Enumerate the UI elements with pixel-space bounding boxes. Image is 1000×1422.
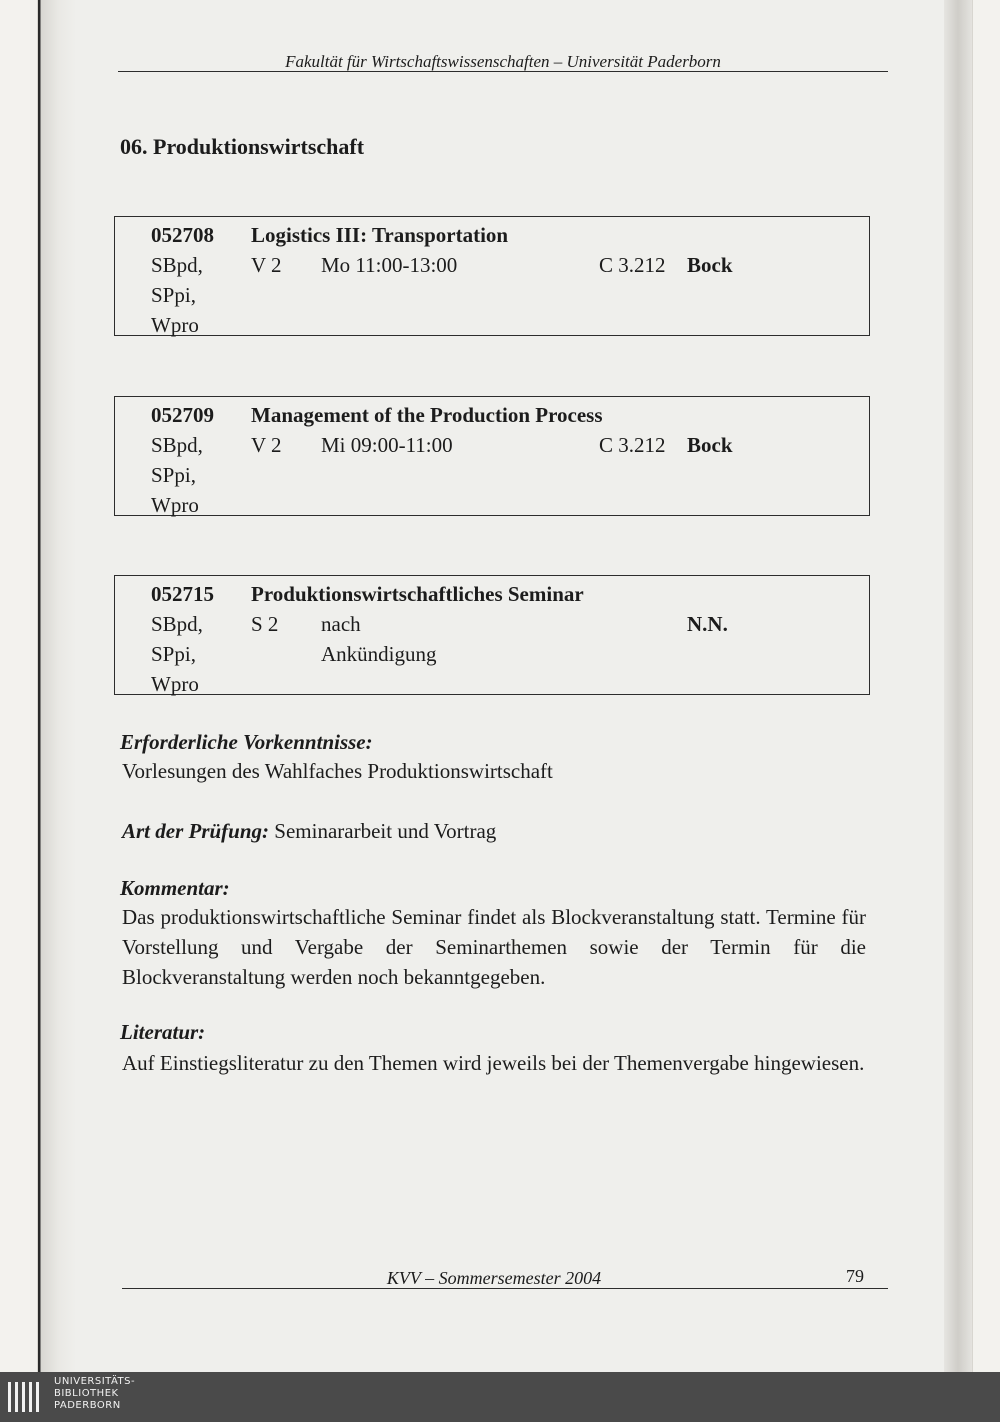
course-category: SPpi, <box>151 283 196 307</box>
course-box-052709 <box>114 396 870 516</box>
running-footer: KVV – Sommersemester 2004 <box>386 1268 602 1288</box>
literature-text: Auf Einstiegsliteratur zu den Themen wird jeweils bei der Themenvergabe hingewiesen. <box>122 1051 865 1075</box>
course-number: 052715 <box>151 582 214 606</box>
running-header: Fakultät für Wirtschaftswissenschaften – Universität Paderborn <box>285 52 721 71</box>
course-lecturer: Bock <box>687 253 733 277</box>
course-category: SBpd, <box>151 433 203 457</box>
prerequisites-heading: Erforderliche Vorkenntnisse: <box>120 730 373 754</box>
course-type: V 2 <box>251 253 282 277</box>
course-type: S 2 <box>251 612 279 636</box>
course-room: C 3.212 <box>599 253 666 277</box>
course-lecturer: Bock <box>687 433 733 457</box>
course-category: SBpd, <box>151 253 203 277</box>
course-room: C 3.212 <box>599 433 666 457</box>
library-banner <box>0 1372 1000 1422</box>
course-category: SPpi, <box>151 642 196 666</box>
course-category: Wpro <box>151 672 199 696</box>
exam-text: Seminararbeit und Vortrag <box>274 819 497 843</box>
exam-line <box>122 816 866 846</box>
course-category: SBpd, <box>151 612 203 636</box>
page-number: 79 <box>846 1266 864 1286</box>
course-category: Wpro <box>151 493 199 517</box>
library-name-line: BIBLIOTHEK <box>54 1388 119 1399</box>
header-rule <box>118 71 888 72</box>
course-lecturer: N.N. <box>687 612 728 636</box>
literature-heading: Literatur: <box>120 1020 206 1044</box>
course-title: Management of the Production Process <box>251 403 603 427</box>
footer-rule <box>122 1288 888 1289</box>
library-name-line: UNIVERSITÄTS- <box>54 1376 136 1387</box>
commentary-heading: Kommentar: <box>120 876 230 900</box>
course-category: Wpro <box>151 313 199 337</box>
section-title: 06. Produktionswirtschaft <box>120 134 365 159</box>
course-time-continued: Ankündigung <box>321 642 437 666</box>
exam-heading: Art der Prüfung: <box>122 819 270 843</box>
course-time: nach <box>321 612 361 636</box>
library-name <box>54 1376 135 1412</box>
course-time: Mo 11:00-13:00 <box>321 253 458 277</box>
course-box-052708 <box>114 216 870 336</box>
course-time: Mi 09:00-11:00 <box>321 433 453 457</box>
course-title: Produktionswirtschaftliches Seminar <box>251 582 584 606</box>
prerequisites-text: Vorlesungen des Wahlfaches Produktionswirtschaft <box>122 759 553 783</box>
course-title: Logistics III: Transportation <box>251 223 509 247</box>
library-name-line: PADERBORN <box>54 1400 121 1411</box>
course-category: SPpi, <box>151 463 196 487</box>
book-spine <box>38 0 76 1372</box>
course-number: 052709 <box>151 403 214 427</box>
course-number: 052708 <box>151 223 214 247</box>
commentary-text: Das produktionswirtschaftliche Seminar findet als Blockveranstaltung statt. Termine für Vorstellung und Vergabe der Seminarthemen sowie der Termin für die Blockveranstaltung werden noch bekanntgegeben. <box>122 905 866 989</box>
page-edge <box>944 0 972 1372</box>
library-logo-icon <box>6 1378 46 1416</box>
course-box-052715 <box>114 575 870 695</box>
course-type: V 2 <box>251 433 282 457</box>
